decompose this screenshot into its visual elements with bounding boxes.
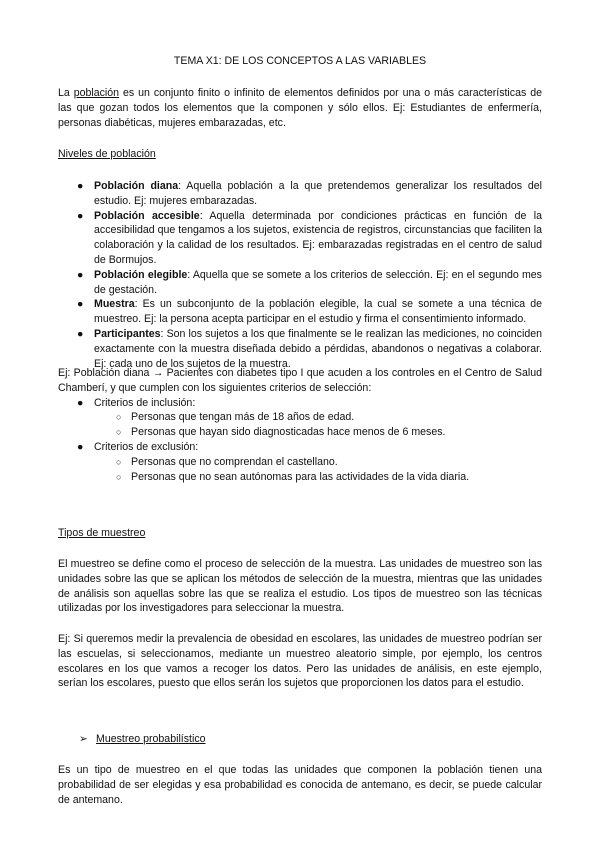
intro-before: La: [58, 87, 74, 99]
niveles-heading: Niveles de población: [58, 148, 156, 160]
tipos-paragraph-1: El muestreo se define como el proceso de selección de la muestra. Las unidades de muestreo son las unidades sobre las que se aplican los métodos de selección de la muestra, mientras que las unidades de análisis son aquellas sobre las que se realiza el estudio. Los tipos de muestreo son las técnicas utilizadas por los investigadores para seleccionar la muestra.: [58, 558, 542, 615]
list-item: [58, 425, 542, 440]
list-item: [58, 268, 542, 298]
tipos-paragraph-2: Ej: Si queremos medir la prevalencia de obesidad en escolares, las unidades de muestreo podrían ser las escuelas, si seleccionamos, mediante un muestreo aleatorio simple, por ejemplo, los centros escolares en los que vamos a recoger los datos. Pero las unidades de análisis, en este ejemplo, serían los escolares, puesto que ellos serán los sujetos que proporcionen los datos para el estudio.: [58, 633, 542, 690]
item-term: Población accesible: [94, 209, 200, 222]
bullet-icon: ●: [77, 268, 84, 281]
list-item: [58, 440, 542, 455]
list-item: [58, 179, 542, 209]
criterios-list: [58, 396, 542, 485]
intro-term: población: [73, 87, 120, 99]
item-term: Muestra: [94, 298, 135, 311]
bullet-icon: ●: [77, 209, 84, 222]
bullet-icon: ●: [77, 396, 84, 409]
list-item: [58, 327, 542, 371]
circle-bullet-icon: ○: [116, 471, 122, 482]
item-term: Población diana: [94, 180, 179, 192]
bullet-icon: ●: [77, 298, 84, 311]
bullet-icon: ●: [77, 180, 84, 192]
ejemplo-text: Ej: Población diana → Pacientes con diabetes tipo I que acuden a los controles en el Centro de Salud Chamberí, y que cumplen con los siguientes criterios de selección:: [58, 367, 542, 394]
criterio-item: Personas que no comprendan el castellano.: [131, 455, 338, 468]
item-text: : Aquella población a la que pretendemos generalizar los resultados del estudio. Ej: mujeres embarazadas.: [94, 180, 543, 207]
circle-bullet-icon: ○: [116, 412, 122, 423]
tipos-paragraph-3: Es un tipo de muestreo en el que todas las unidades que componen la población tienen una probabilidad de ser elegidas y esa probabilidad es conocida de antemano, es decir, se puede calcular de antemano.: [58, 764, 542, 806]
bullet-icon: ●: [77, 327, 84, 340]
item-text: : Es un subconjunto de la población elegible, la cual se somete a una técnica de muestreo. Ej: la persona acepta participar en el estudio y firma el consentimiento informado.: [94, 298, 542, 326]
tipos-heading: Tipos de muestreo: [58, 527, 146, 539]
item-term: Participantes: [94, 327, 161, 340]
list-item: [58, 455, 542, 470]
item-text: : Aquella determinada por condiciones prácticas en función de la accesibilidad que tengamos a los sujetos, existencia de registros, circunstancias que faciliten la colaboración y la calidad de los resultados. Ej: embarazadas registradas en el centro de salud de Bormujos.: [94, 209, 543, 266]
list-item: [58, 470, 542, 485]
criterio-label: Criterios de inclusión:: [94, 396, 196, 409]
muestreo-probabilistico-heading: Muestreo probabilístico: [96, 733, 206, 745]
list-item: [58, 396, 542, 411]
page-title: TEMA X1: DE LOS CONCEPTOS A LAS VARIABLES: [173, 55, 427, 67]
criterio-label: Criterios de exclusión:: [94, 440, 199, 453]
intro-after: es un conjunto finito o infinito de elementos definidos por una o más características de las que gozan todos los elementos que la componen y sólo ellos. Ej: Estudiantes de enfermería, personas diabéticas, mujeres embarazadas, etc.: [58, 87, 542, 129]
criterio-item: Personas que hayan sido diagnosticadas hace menos de 6 meses.: [131, 426, 446, 439]
criterio-item: Personas que tengan más de 18 años de edad.: [131, 411, 355, 424]
circle-bullet-icon: ○: [116, 456, 122, 467]
intro-paragraph: [58, 86, 542, 130]
circle-bullet-icon: ○: [116, 427, 122, 438]
criterio-item: Personas que no sean autónomas para las actividades de la vida diaria.: [131, 470, 470, 483]
ejemplo-block: [58, 366, 542, 484]
bullet-icon: ●: [77, 440, 84, 453]
list-item: [58, 410, 542, 425]
item-text: : Aquella que se somete a los criterios de selección. Ej: en el segundo mes de gestación.: [94, 268, 542, 296]
niveles-list: [58, 179, 542, 371]
item-term: Población elegible: [94, 268, 188, 281]
list-item: [58, 209, 542, 268]
list-item: [58, 297, 542, 327]
arrow-bullet-icon: ➢: [79, 733, 88, 745]
item-text: : Son los sujetos a los que finalmente se le realizan las mediciones, no coinciden exactamente con la muestra diseñada debido a pérdidas, abandonos o negativas a colaborar. Ej: cada uno de los sujetos de la muestra.: [94, 327, 542, 370]
